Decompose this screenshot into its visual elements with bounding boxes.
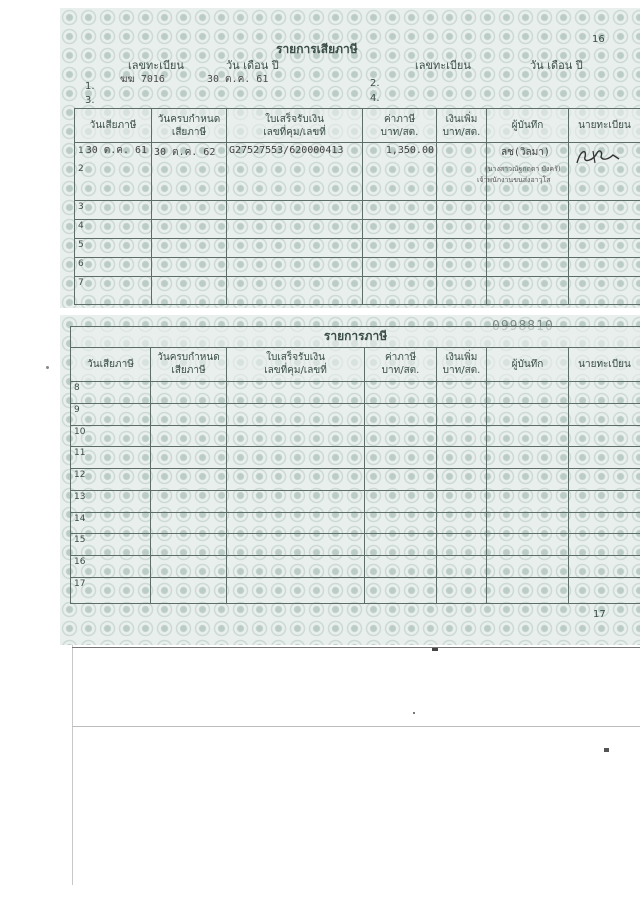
cell: [227, 403, 365, 425]
cell: [569, 556, 640, 578]
cell: [569, 220, 640, 239]
cell: [437, 201, 487, 220]
table-row: [71, 490, 640, 512]
col-header-registrar: นายทะเบียน: [569, 109, 640, 143]
page-number-bottom: 17: [593, 609, 606, 620]
cell: [365, 512, 437, 534]
cell: [227, 447, 365, 469]
row-number: 2: [78, 164, 84, 174]
date-label-left: วัน เดือน ปี: [226, 59, 279, 72]
cell: [365, 490, 437, 512]
cell: [227, 469, 365, 491]
cell: [569, 447, 640, 469]
cell: [365, 578, 437, 604]
receipt-value: G27527553/620000413: [229, 145, 344, 156]
cell-recorder: [477, 143, 569, 201]
col-header-tax-l2: บาท/สต.: [380, 126, 419, 138]
cell: [487, 381, 569, 403]
cell: [227, 277, 363, 305]
cell: [151, 534, 227, 556]
cell: [151, 403, 227, 425]
col-header-due-date-l1: วันครบกำหนด: [157, 352, 220, 364]
table2-title: รายการภาษี: [71, 327, 640, 348]
cell: [227, 512, 365, 534]
cell: [365, 469, 437, 491]
table-row: [71, 381, 640, 403]
recorder-stamp-title: เจ้าพนักงานขนส่งอาวุโส: [477, 176, 551, 184]
col-header-registrar: นายทะเบียน: [569, 347, 640, 381]
row-number: 13: [74, 491, 86, 502]
cell: [487, 469, 569, 491]
scan-fold-line: [72, 726, 640, 727]
date-label-right: วัน เดือน ปี: [530, 59, 583, 72]
col-header-date-paid: วันเสียภาษี: [75, 109, 152, 143]
row-number: 11: [74, 448, 86, 459]
row-number: 7: [78, 278, 84, 288]
col-header-recorder: ผู้บันทึก: [487, 347, 569, 381]
col-header-recorder: ผู้บันทึก: [487, 109, 569, 143]
cell: [227, 490, 365, 512]
cell: [151, 469, 227, 491]
cell: [365, 447, 437, 469]
cell: [569, 381, 640, 403]
col-header-due-date-l1: วันครบกำหนด: [157, 113, 221, 125]
cell-row-number: [75, 258, 152, 277]
col-header-receipt-l2: เลขที่คุม/เลขที่: [264, 365, 327, 377]
cell: [487, 403, 569, 425]
cell: [437, 490, 487, 512]
cell: [569, 258, 640, 277]
col-header-penalty-l1: เงินเพิ่ม: [445, 113, 478, 125]
col-header-receipt: [227, 109, 363, 143]
cell: [437, 556, 487, 578]
cell-row-number: [75, 220, 152, 239]
cell: [363, 277, 437, 305]
cell: [365, 381, 437, 403]
cell-receipt: [227, 143, 363, 201]
col-header-receipt: [227, 347, 365, 381]
cell: [227, 556, 365, 578]
cell: [487, 239, 569, 258]
cell: [487, 578, 569, 604]
tax-table-1: [74, 108, 640, 305]
col-header-penalty: [437, 109, 487, 143]
scan-speck: [604, 748, 609, 752]
tax-value: 1,350.00: [385, 145, 434, 156]
scan-speck: [46, 366, 49, 369]
scan-bottom-line: [72, 647, 640, 648]
tax-table-2: [70, 326, 640, 604]
cell: [365, 556, 437, 578]
row-number: 17: [74, 579, 86, 589]
cell-row-number: [71, 469, 151, 491]
cell: [487, 277, 569, 305]
table-row: [71, 403, 640, 425]
cell: [487, 201, 569, 220]
cell: [437, 447, 487, 469]
cell: [437, 239, 487, 258]
row-number: 6: [78, 259, 84, 269]
cell: [437, 469, 487, 491]
col-header-tax: [365, 347, 437, 381]
cell: [227, 239, 363, 258]
col-header-due-date: [152, 109, 227, 143]
reg-value: ฆฆ 7016: [120, 74, 165, 85]
col-header-penalty: [437, 347, 487, 381]
cell: [569, 277, 640, 305]
cell: [487, 512, 569, 534]
col-header-receipt-l1: ใบเสร็จรับเงิน: [265, 113, 324, 125]
cell: [437, 220, 487, 239]
table-row: [75, 239, 640, 258]
cell: [437, 403, 487, 425]
cell-due-date: [152, 143, 227, 201]
col-header-tax-l1: ค่าภาษี: [383, 113, 416, 125]
col-header-due-date-l2: เสียภาษี: [171, 365, 206, 377]
cell: [437, 578, 487, 604]
recorder-value: ลช(วิลมา): [501, 147, 550, 158]
row-number: 5: [78, 240, 84, 250]
scan-speck: [432, 648, 438, 651]
due-date-value: 30 ต.ค. 62: [154, 147, 216, 158]
cell-row-number: [71, 578, 151, 604]
col-header-penalty-l2: บาท/สต.: [442, 126, 481, 138]
cell: [227, 220, 363, 239]
col-header-penalty-l1: เงินเพิ่ม: [445, 352, 478, 364]
row-number: 14: [74, 513, 86, 524]
row-number: 10: [74, 426, 86, 437]
table-row: [75, 277, 640, 305]
cell: [437, 425, 487, 447]
cell-row-number: [71, 381, 151, 403]
cell: [151, 490, 227, 512]
cell: [569, 578, 640, 604]
cell-row-number: [71, 447, 151, 469]
cell: [487, 556, 569, 578]
cell: [365, 403, 437, 425]
reg-label-left: เลขทะเบียน: [128, 59, 184, 72]
table-row: [71, 512, 640, 534]
cell: [151, 447, 227, 469]
cell: [487, 490, 569, 512]
entry-num-1: 1.: [85, 81, 95, 92]
cell: [151, 556, 227, 578]
col-header-tax-l2: บาท/สต.: [381, 365, 420, 377]
header-title: รายการเสียภาษี: [276, 42, 358, 56]
col-header-receipt-l1: ใบเสร็จรับเงิน: [266, 352, 325, 364]
table-row: [71, 469, 640, 491]
cell: [569, 490, 640, 512]
cell: [152, 220, 227, 239]
entry-num-4: 4.: [370, 93, 380, 104]
cell: [569, 512, 640, 534]
cell: [569, 239, 640, 258]
row-number: 15: [74, 535, 86, 546]
col-header-due-date-l2: เสียภาษี: [171, 126, 207, 138]
cell-date-paid: [75, 143, 152, 201]
cell: [487, 220, 569, 239]
cell-row-number: [75, 201, 152, 220]
cell: [365, 534, 437, 556]
cell: [151, 578, 227, 604]
cell: [152, 258, 227, 277]
cell-penalty: [437, 143, 487, 201]
cell: [227, 534, 365, 556]
cell: [487, 258, 569, 277]
cell: [437, 277, 487, 305]
cell: [152, 201, 227, 220]
cell-row-number: [75, 239, 152, 258]
recorder-stamp-name: (นางสาวณัฐกฤตา บังครั): [485, 165, 561, 173]
table-row: [71, 578, 640, 604]
table-row: [71, 534, 640, 556]
col-header-tax-l1: ค่าภาษี: [384, 352, 417, 364]
row-number: 12: [74, 470, 86, 481]
cell: [569, 403, 640, 425]
cell: [152, 277, 227, 305]
row-number: 1: [78, 146, 84, 156]
table-row: [75, 258, 640, 277]
cell-row-number: [71, 490, 151, 512]
row-number: 16: [74, 557, 86, 568]
row-number: 8: [74, 382, 80, 393]
cell: [363, 239, 437, 258]
cell-row-number: [71, 403, 151, 425]
row-number: 3: [78, 202, 84, 212]
table-row: [75, 201, 640, 220]
cell-row-number: [71, 512, 151, 534]
registrar-signature: [573, 145, 633, 167]
cell: [437, 512, 487, 534]
reg-label-right: เลขทะเบียน: [415, 59, 471, 72]
cell: [487, 425, 569, 447]
row-number: 4: [78, 221, 84, 231]
col-header-penalty-l2: บาท/สต.: [442, 365, 481, 377]
col-header-receipt-l2: เลขที่คุม/เลขที่: [263, 126, 326, 138]
scan-speck: [413, 712, 415, 714]
date-paid-value: 30 ต.ค. 61: [85, 145, 148, 156]
cell: [569, 469, 640, 491]
cell: [151, 381, 227, 403]
entry-num-3: 3.: [85, 95, 95, 106]
cell: [227, 425, 365, 447]
entry-num-2: 2.: [370, 78, 380, 89]
cell-tax: [363, 143, 437, 201]
cell: [363, 220, 437, 239]
cell: [227, 201, 363, 220]
cell-registrar: [569, 143, 640, 201]
cell-row-number: [75, 277, 152, 305]
table-row: [75, 220, 640, 239]
cell-row-number: [71, 534, 151, 556]
cell: [227, 381, 365, 403]
cell: [487, 534, 569, 556]
col-header-tax: [363, 109, 437, 143]
cell-row-number: [71, 556, 151, 578]
cell: [152, 239, 227, 258]
penalty-value: [437, 143, 486, 145]
table-row: [71, 556, 640, 578]
scan-left-edge: [72, 640, 73, 885]
cell: [437, 534, 487, 556]
cell: [151, 512, 227, 534]
cell: [569, 425, 640, 447]
col-header-date-paid: วันเสียภาษี: [71, 347, 151, 381]
cell: [437, 258, 487, 277]
date-value: 30 ต.ค. 61: [207, 74, 269, 85]
cell: [437, 381, 487, 403]
cell: [365, 425, 437, 447]
cell: [227, 578, 365, 604]
cell-row-number: [71, 425, 151, 447]
page-number-top: 16: [592, 34, 605, 45]
cell: [569, 201, 640, 220]
cell: [227, 258, 363, 277]
cell: [569, 534, 640, 556]
table-row: [75, 143, 640, 201]
cell: [487, 447, 569, 469]
col-header-due-date: [151, 347, 227, 381]
table-row: [71, 425, 640, 447]
cell: [363, 258, 437, 277]
cell: [151, 425, 227, 447]
cell: [363, 201, 437, 220]
row-number: 9: [74, 404, 80, 415]
table-row: [71, 447, 640, 469]
